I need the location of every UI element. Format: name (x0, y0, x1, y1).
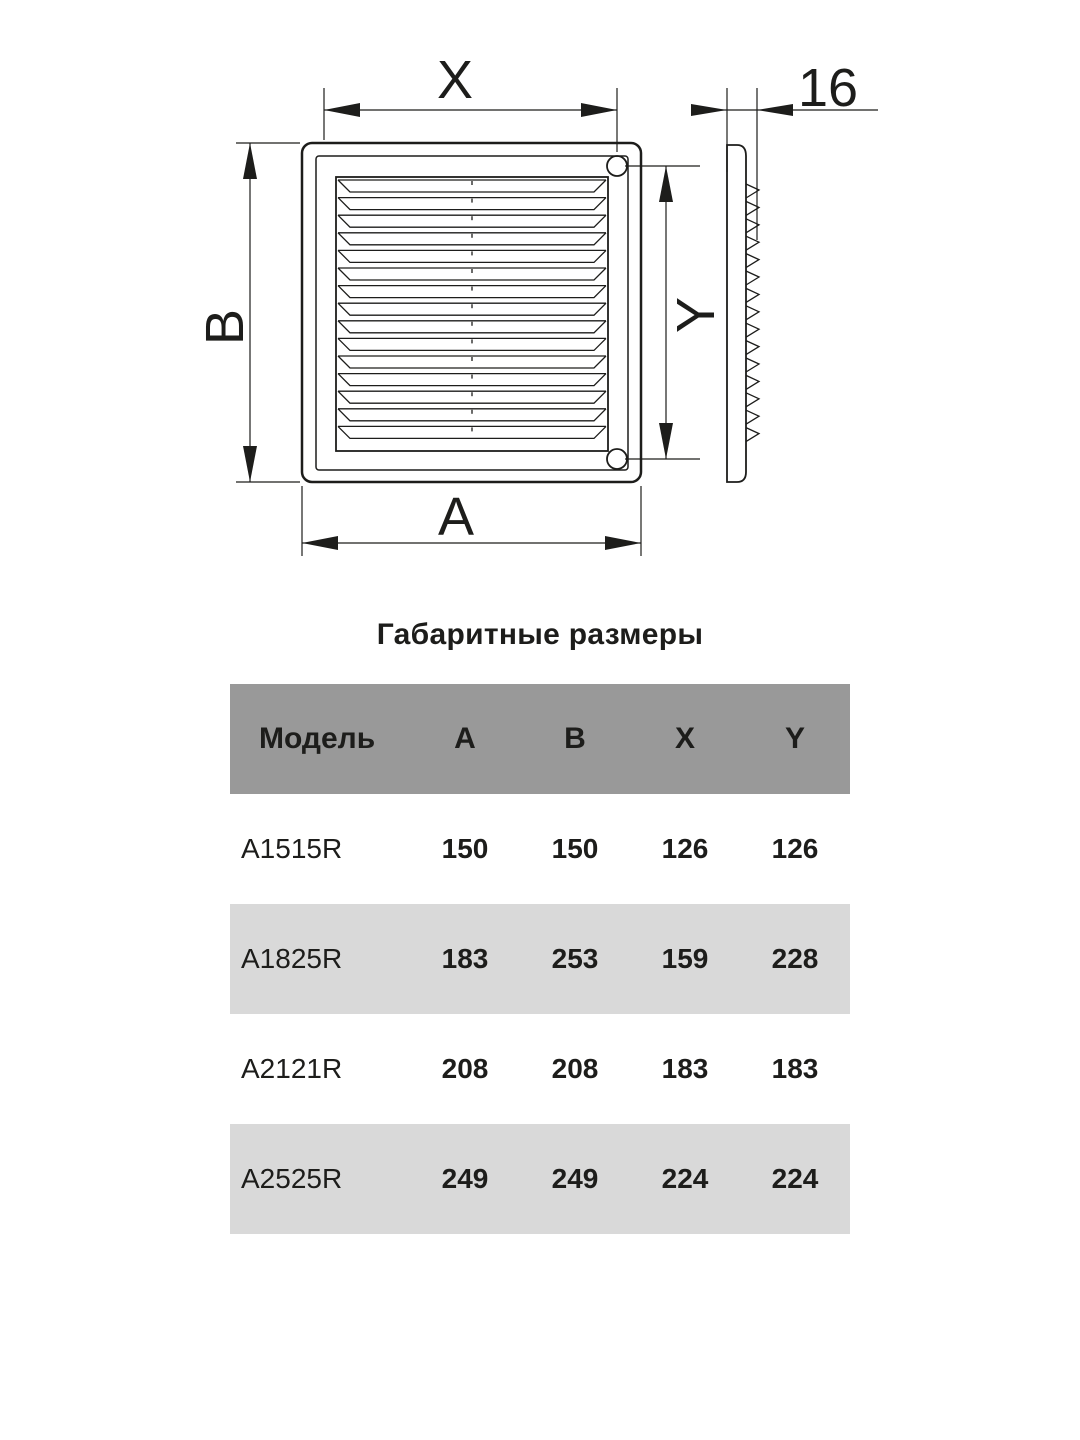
label-y: Y (666, 296, 726, 334)
cell-x: 224 (630, 1124, 740, 1234)
table-row (230, 1124, 850, 1234)
table-row (230, 1014, 850, 1124)
louver-slats (338, 180, 606, 438)
cell-a: 208 (441, 1053, 489, 1084)
table-title: Габаритные размеры (376, 618, 704, 651)
cell-y: 183 (771, 1053, 819, 1084)
cell-a: 150 (441, 833, 489, 864)
header-a: A (410, 684, 520, 794)
cell-b: 249 (520, 1124, 630, 1234)
side-fin (746, 271, 759, 285)
side-fin (746, 341, 759, 355)
label-a: A (437, 487, 475, 547)
cell-a: 183 (410, 904, 520, 1014)
arrowhead (757, 104, 793, 116)
label-b: B (195, 308, 255, 346)
arrowhead (691, 104, 727, 116)
cell-x: 183 (661, 1053, 709, 1084)
side-fin (746, 410, 759, 424)
cell-model: A1515R (241, 833, 343, 864)
side-fin (746, 428, 759, 442)
cell-model: A1825R (230, 904, 410, 1014)
side-fin (746, 254, 759, 268)
cell-x: 159 (630, 904, 740, 1014)
table-row (230, 794, 850, 904)
header-x: X (630, 684, 740, 794)
cell-b: 150 (551, 833, 599, 864)
table-row (230, 904, 850, 1014)
header-y: Y (740, 684, 850, 794)
grille-front-view (302, 143, 641, 482)
side-fin (746, 358, 759, 372)
cell-b: 208 (551, 1053, 599, 1084)
cell-b: 253 (520, 904, 630, 1014)
table-header-row (230, 684, 850, 794)
cell-y: 126 (771, 833, 819, 864)
dimensions-table (230, 684, 850, 1234)
side-fin (746, 306, 759, 320)
label-x: X (436, 50, 474, 110)
mount-hole-top (607, 156, 627, 176)
side-fin (746, 375, 759, 389)
side-fin (746, 393, 759, 407)
cell-y: 224 (740, 1124, 850, 1234)
inner-frame (316, 156, 628, 470)
side-fin (746, 288, 759, 302)
grille-side-view (727, 145, 759, 482)
cell-model: A2525R (230, 1124, 410, 1234)
side-fin (746, 323, 759, 337)
mount-hole-bottom (607, 449, 627, 469)
label-depth: 16 (797, 58, 859, 118)
grille-dimension-drawing (0, 0, 1080, 600)
cell-a: 249 (410, 1124, 520, 1234)
cell-x: 126 (661, 833, 709, 864)
header-b: B (520, 684, 630, 794)
cell-y: 228 (740, 904, 850, 1014)
header-model: Модель (230, 684, 410, 794)
cell-model: A2121R (241, 1053, 343, 1084)
side-plate (727, 145, 746, 482)
